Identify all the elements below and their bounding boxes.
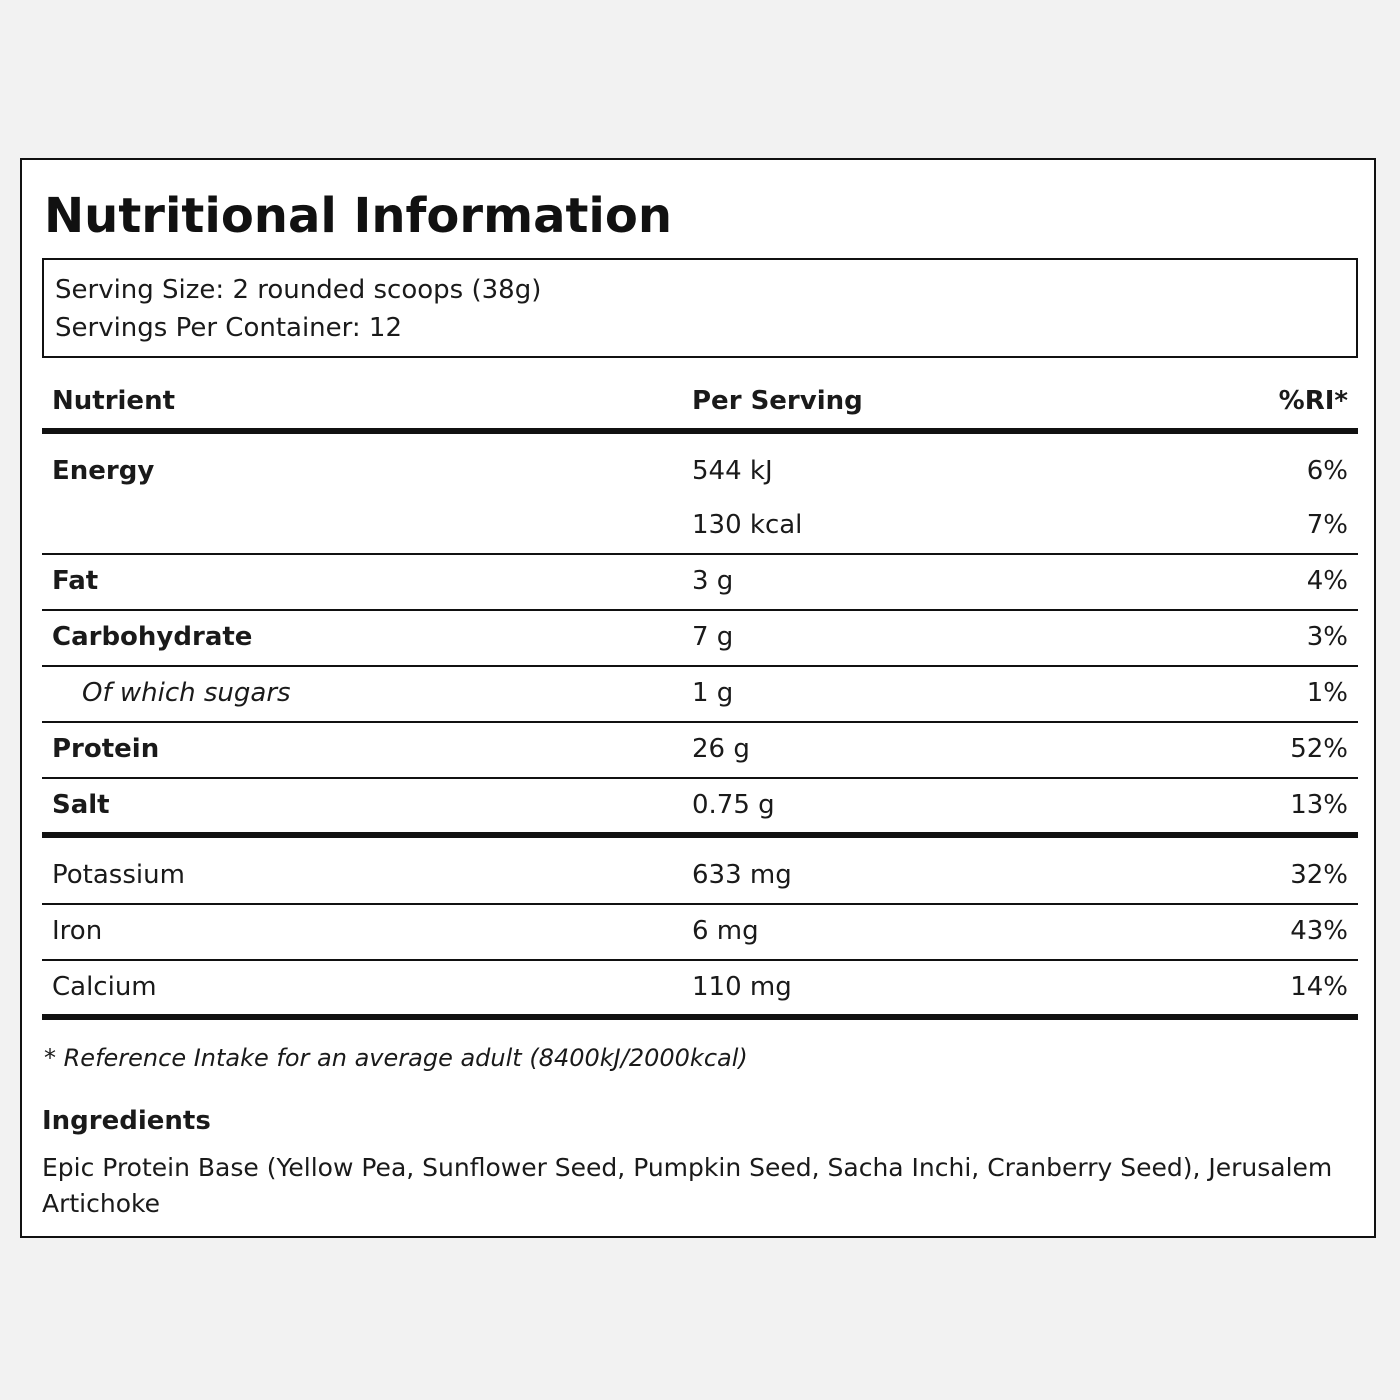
nutrient-amount: 544 kJ [692, 456, 773, 486]
nutrient-amount: 26 g [692, 734, 750, 764]
ingredients-title: Ingredients [42, 1106, 211, 1136]
nutrient-name: Iron [52, 916, 103, 946]
nutrient-ri: 6% [1306, 456, 1348, 486]
nutrient-name: Fat [52, 566, 99, 596]
nutrient-ri: 43% [1290, 916, 1348, 946]
section-divider [42, 832, 1358, 838]
nutrient-ri: 52% [1290, 734, 1348, 764]
nutrient-name: Calcium [52, 972, 157, 1002]
table-bottom-divider [42, 1014, 1358, 1020]
row-divider [42, 959, 1358, 961]
servings-per-container: Servings Per Container: 12 [55, 313, 403, 343]
header-ri: %RI* [1278, 386, 1348, 416]
header-divider [42, 428, 1358, 434]
row-divider [42, 721, 1358, 723]
ingredients-text: Epic Protein Base (Yellow Pea, Sunflower Seed, Pumpkin Seed, Sacha Inchi, Cranberry Seed), Jerusalem Artichoke [42, 1153, 1333, 1218]
nutrient-name: Energy [52, 456, 155, 486]
nutrient-name: Protein [52, 734, 160, 764]
row-divider [42, 903, 1358, 905]
row-divider [42, 553, 1358, 555]
row-divider [42, 609, 1358, 611]
nutrient-amount: 0.75 g [692, 790, 775, 820]
nutrient-amount: 633 mg [692, 860, 792, 890]
nutrient-name: Carbohydrate [52, 622, 253, 652]
nutrition-label [20, 158, 1376, 1238]
nutrient-amount: 130 kcal [692, 510, 803, 540]
reference-intake-footnote: * Reference Intake for an average adult (8400kJ/2000kcal) [44, 1044, 748, 1072]
nutrient-ri: 14% [1290, 972, 1348, 1002]
nutrient-name: Potassium [52, 860, 185, 890]
nutrient-name: Of which sugars [82, 678, 291, 708]
nutrient-amount: 1 g [692, 678, 734, 708]
nutrient-amount: 3 g [692, 566, 734, 596]
nutrient-ri: 13% [1290, 790, 1348, 820]
nutrient-ri: 32% [1290, 860, 1348, 890]
nutrient-ri: 1% [1306, 678, 1348, 708]
header-per-serving: Per Serving [692, 386, 863, 416]
nutrient-amount: 6 mg [692, 916, 759, 946]
nutrient-ri: 4% [1306, 566, 1348, 596]
row-divider [42, 777, 1358, 779]
nutrient-name: Salt [52, 790, 110, 820]
nutrient-ri: 3% [1306, 622, 1348, 652]
nutrient-ri: 7% [1306, 510, 1348, 540]
header-nutrient: Nutrient [52, 386, 176, 416]
serving-info-box [42, 258, 1358, 358]
nutrient-amount: 110 mg [692, 972, 792, 1002]
nutrient-amount: 7 g [692, 622, 734, 652]
serving-size: Serving Size: 2 rounded scoops (38g) [55, 275, 542, 305]
row-divider [42, 665, 1358, 667]
page-title: Nutritional Information [44, 188, 673, 244]
